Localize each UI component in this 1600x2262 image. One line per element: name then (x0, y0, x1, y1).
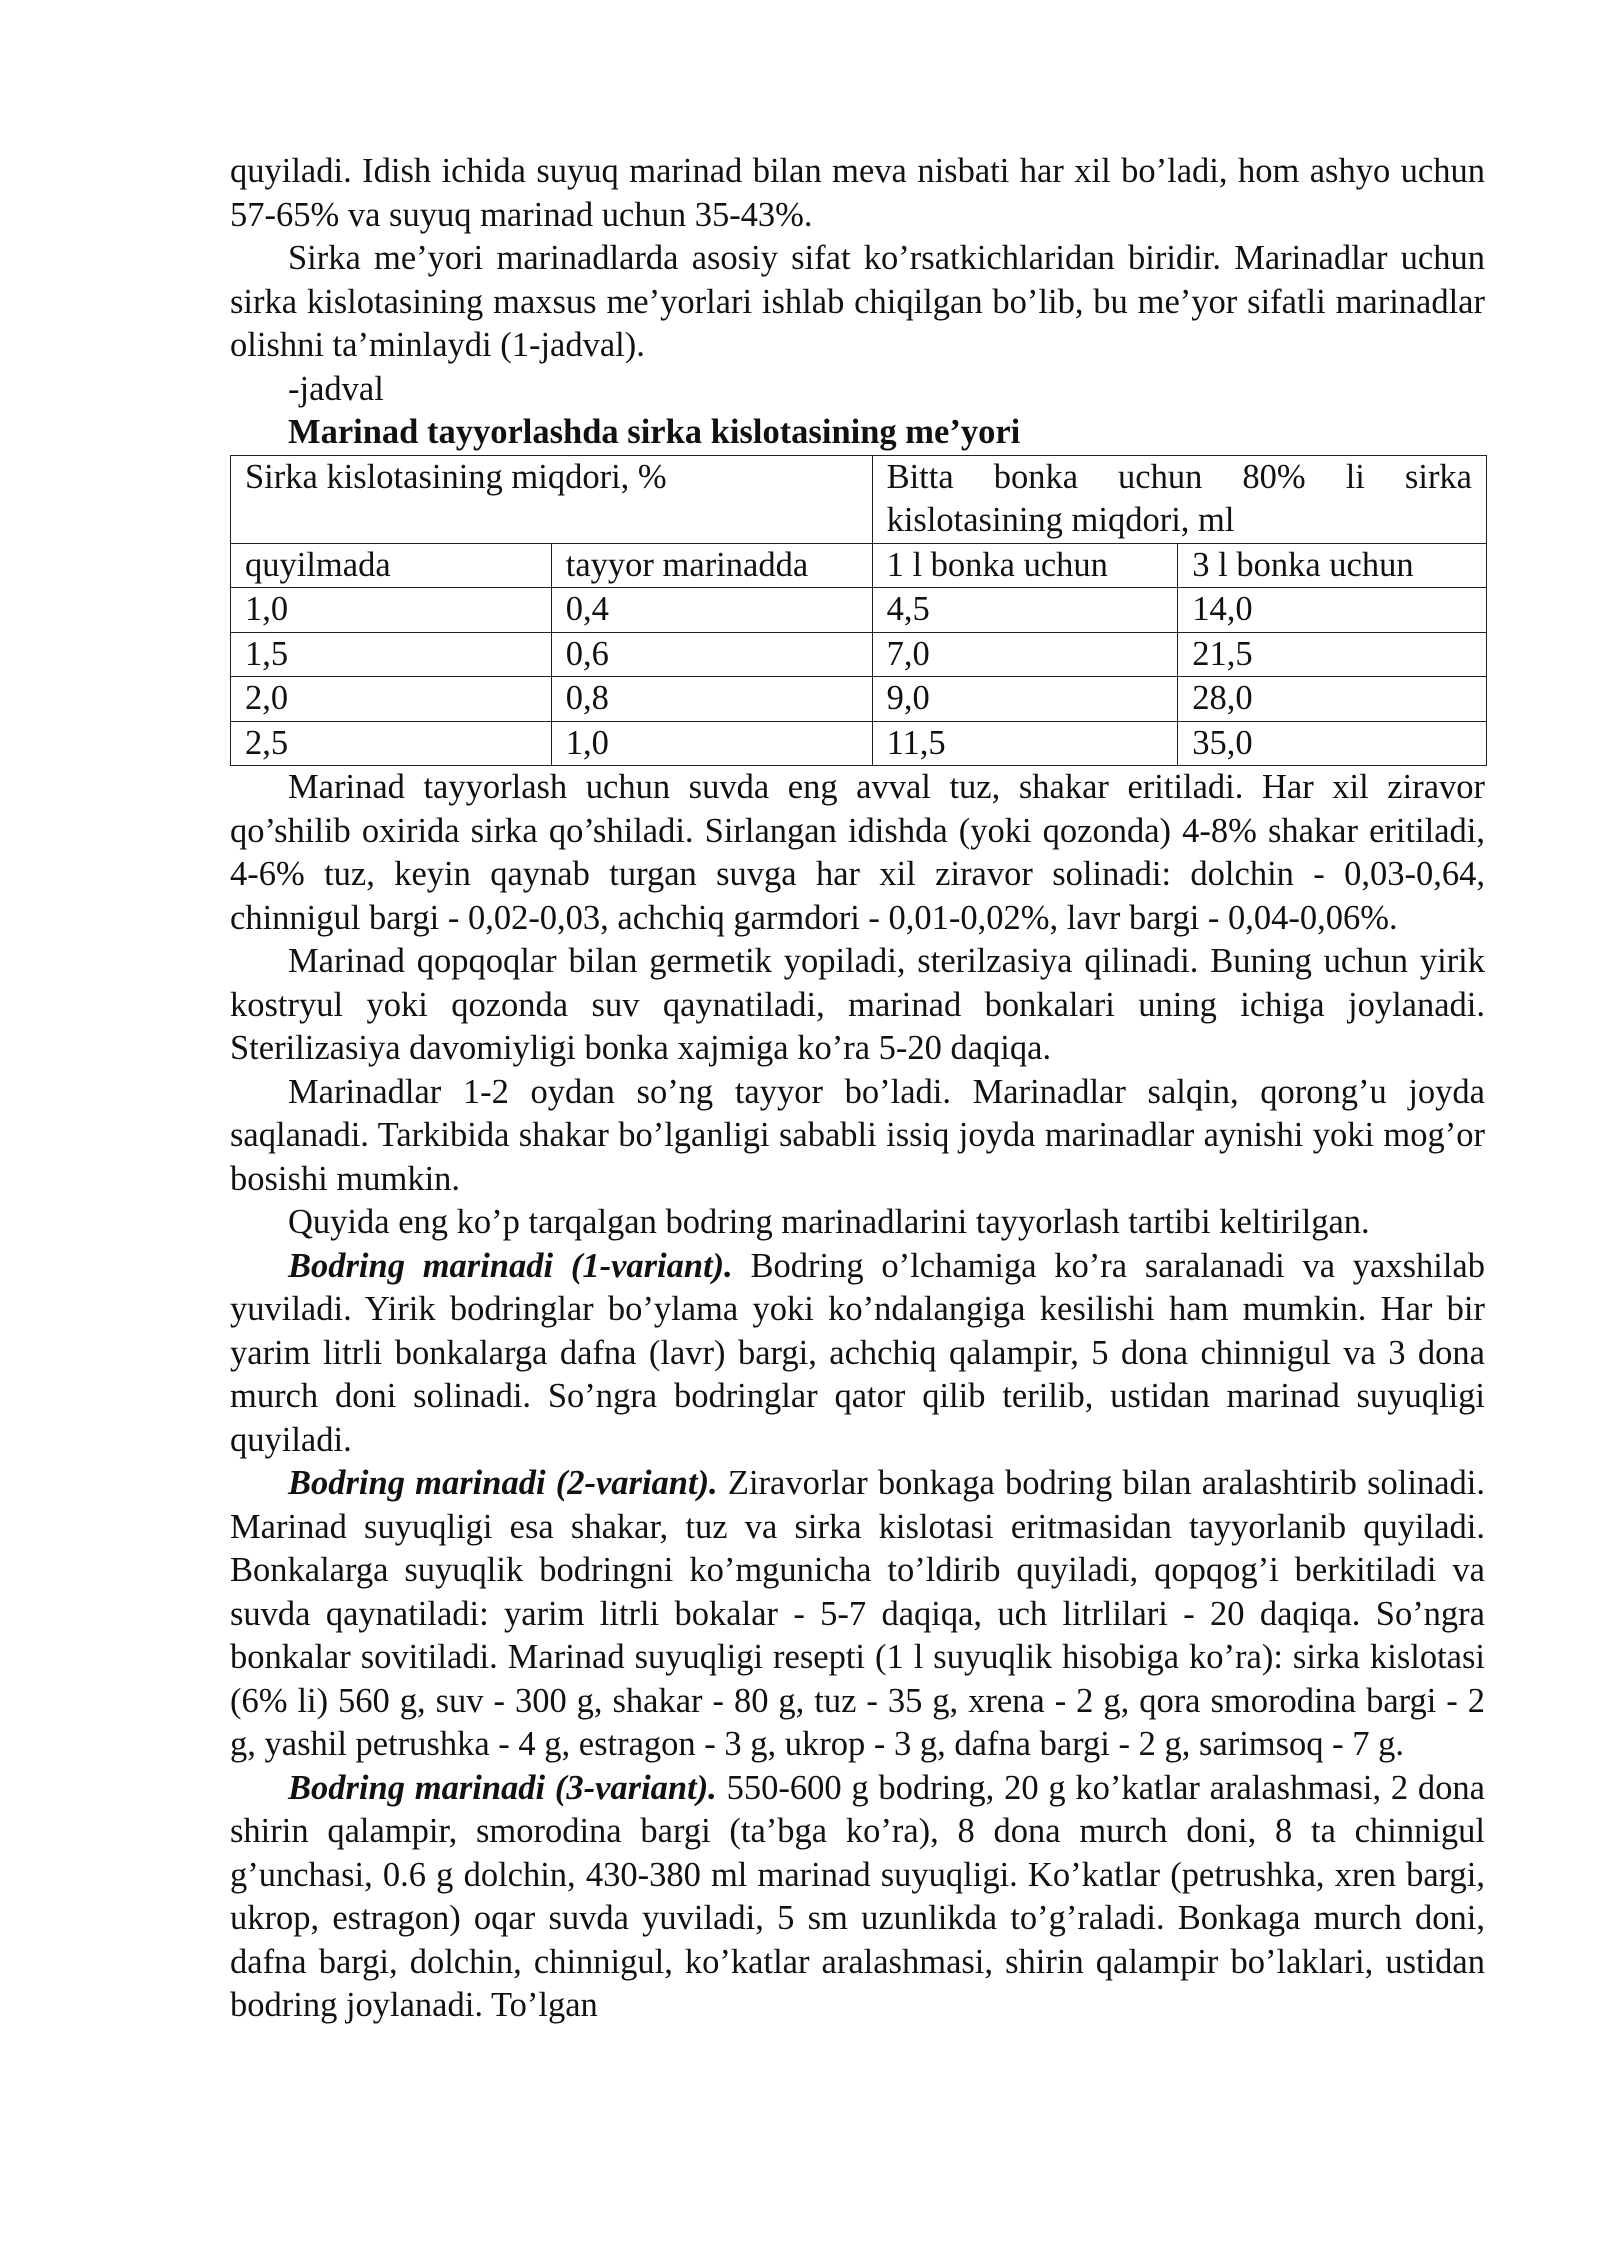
paragraph-2: Sirka me’yori marinadlarda asosiy sifat ko’rsatkichlaridan biridir. Marinadlar uchun sirka kislotasining maxsus me’yorlari ishlab chiqilgan bo’lib, bu me’yor sifatli marinadlar olishni ta’minlaydi (1-jadval). (230, 239, 1485, 364)
table-label: -jadval (288, 369, 384, 408)
table-cell: 0,4 (551, 588, 872, 633)
variant-1-heading: Bodring marinadi (1-variant). (288, 1246, 733, 1285)
table-header-cell: Sirka kislotasining miqdori, % (231, 455, 873, 543)
table-cell: 14,0 (1178, 588, 1487, 633)
paragraph-4: Marinad qopqoqlar bilan germetik yopiladi, sterilzasiya qilinadi. Buning uchun yirik kostryul yoki qozonda suv qaynatiladi, marinad bonkalari uning ichiga joylanadi. Sterilizasiya davomiyligi bonka xajmiga ko’ra 5-20 daqiqa. (230, 942, 1485, 1067)
table-header-cell: 1 l bonka uchun (872, 543, 1178, 588)
paragraph-variant-1 (230, 1245, 1485, 1463)
table-cell: 2,5 (231, 721, 552, 766)
table-cell: 28,0 (1178, 677, 1487, 722)
table-header-cell: quyilmada (231, 543, 552, 588)
table-cell: 1,0 (551, 721, 872, 766)
table-cell: 9,0 (872, 677, 1178, 722)
paragraph-6: Quyida eng ko’p tarqalgan bodring marinadlarini tayyorlash tartibi keltirilgan. (288, 1203, 1370, 1241)
variant-2-text: Ziravorlar bonkaga bodring bilan aralashtirib solinadi. Marinad suyuqligi esa shakar, tuz va sirka kislotasi eritmasidan tayyorlanib quyiladi. Bonkalarga suyuqlik bodringni ko’mgunicha to’ldirib quyiladi, qopqog’i berkitiladi va suvda qaynatiladi: yarim litrli bokalar - 5-7 daqiqa, uch litrlilari - 20 daqiqa. So’ngra bonkalar sovitiladi. Marinad suyuqligi resepti (1 l suyuqlik hisobiga ko’ra): sirka kislotasi (6% li) 560 g, suv - 300 g, shakar - 80 g, tuz - 35 g, xrena - 2 g, qora smorodina bargi - 2 g, yashil petrushka - 4 g, estragon - 3 g, ukrop - 3 g, dafna bargi - 2 g, sarimsoq - 7 g. (230, 1464, 1485, 1763)
paragraph-5: Marinadlar 1-2 oydan so’ng tayyor bo’ladi. Marinadlar salqin, qorong’u joyda saqlanadi. Tarkibida shakar bo’lganligi sababli issiq joyda marinadlar aynishi yoki mog’or bosishi mumkin. (230, 1072, 1485, 1198)
paragraph-variant-2 (230, 1462, 1485, 1767)
paragraph-3: Marinad tayyorlash uchun suvda eng avval tuz, shakar eritiladi. Har xil ziravor qo’shilib oxirida sirka qo’shiladi. Sirlangan idishda (yoki qozonda) 4-8% shakar eritiladi, 4-6% tuz, keyin qaynab turgan suvga har xil ziravor solinadi: dolchin - 0,03-0,64, chinnigul bargi - 0,02-0,03, achchiq garmdori - 0,01-0,02%, lavr bargi - 0,04-0,06%. (230, 768, 1485, 937)
table-title: Marinad tayyorlashda sirka kislotasining me’yori (288, 413, 1021, 451)
table-header-cell: 3 l bonka uchun (1178, 543, 1487, 588)
table-row (231, 588, 1487, 633)
table-cell: 0,8 (551, 677, 872, 722)
table-cell: 1,0 (231, 588, 552, 633)
table-cell: 7,0 (872, 632, 1178, 677)
table-cell: 1,5 (231, 632, 552, 677)
table-row (231, 677, 1487, 722)
table-header-row-2 (231, 543, 1487, 588)
table-cell: 0,6 (551, 632, 872, 677)
variant-3-text: 550-600 g bodring, 20 g ko’katlar aralashmasi, 2 dona shirin qalampir, smorodina bargi (ta’bga ko’ra), 8 dona murch doni, 8 ta chinnigul g’unchasi, 0.6 g dolchin, 430-380 ml marinad suyuqligi. Ko’katlar (petrushka, xren bargi, ukrop, estragon) oqar suvda yuviladi, 5 sm uzunlikda to’g’raladi. Bonkaga murch doni, dafna bargi, dolchin, chinnigul, ko’katlar aralashmasi, shirin qalampir bo’laklari, ustidan bodring joylanadi. To’lgan (230, 1768, 1485, 2024)
paragraph-variant-3 (230, 1767, 1485, 2028)
table-cell: 35,0 (1178, 721, 1487, 766)
variant-2-heading: Bodring marinadi (2-variant). (288, 1464, 718, 1502)
table-row (231, 632, 1487, 677)
table-cell: 21,5 (1178, 632, 1487, 677)
table-cell: 11,5 (872, 721, 1178, 766)
table-header-cell: Bitta bonka uchun 80% li sirka kislotasining miqdori, ml (872, 455, 1486, 543)
variant-3-heading: Bodring marinadi (3-variant). (288, 1768, 717, 1807)
document-page (230, 150, 1485, 2028)
variant-1-text: Bodring o’lchamiga ko’ra saralanadi va yaxshilab yuviladi. Yirik bodringlar bo’ylama yoki ko’ndalangiga kesilishi ham mumkin. Har bir yarim litrli bonkalarga dafna (lavr) bargi, achchiq qalampir, 5 dona chinnigul va 3 dona murch doni solinadi. So’ngra bodringlar qator qilib terilib, ustidan marinad suyuqligi quyiladi. (230, 1246, 1485, 1459)
table-header-row-1 (231, 455, 1487, 543)
vinegar-norms-table (230, 455, 1487, 767)
table-row (231, 721, 1487, 766)
table-cell: 2,0 (231, 677, 552, 722)
paragraph-1: quyiladi. Idish ichida suyuq marinad bilan meva nisbati har xil bo’ladi, hom ashyo uchun 57-65% va suyuq marinad uchun 35-43%. (230, 152, 1485, 234)
table-cell: 4,5 (872, 588, 1178, 633)
table-header-cell: tayyor marinadda (551, 543, 872, 588)
